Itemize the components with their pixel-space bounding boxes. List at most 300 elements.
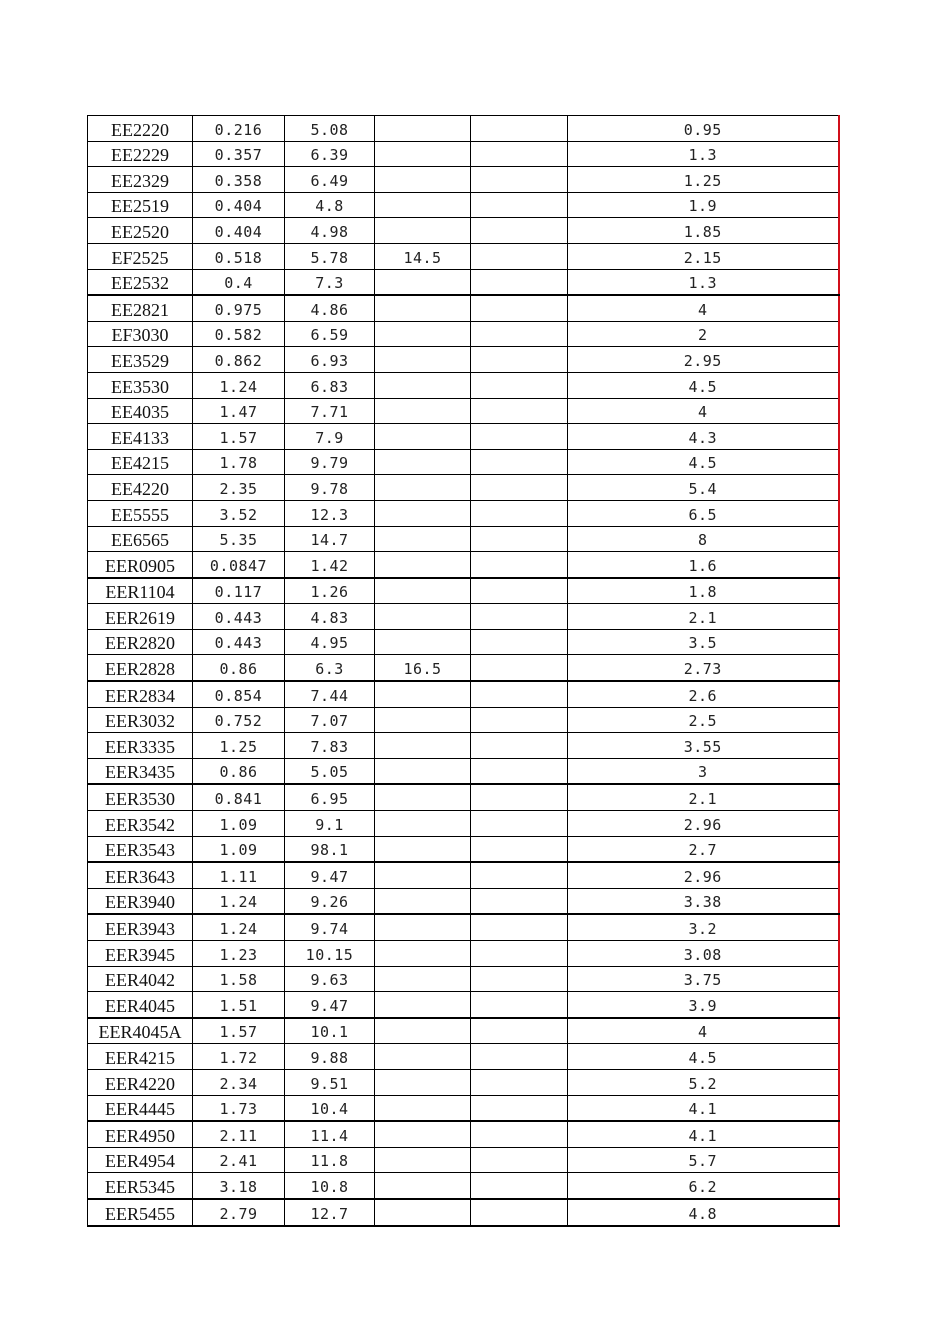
value-cell-1: 1.24 xyxy=(193,914,285,940)
value-cell-1: 1.25 xyxy=(193,733,285,759)
value-cell-2: 11.4 xyxy=(285,1121,375,1147)
value-cell-1: 0.443 xyxy=(193,629,285,655)
value-cell-5: 4 xyxy=(568,398,839,424)
value-cell-5: 3 xyxy=(568,758,839,784)
value-cell-4 xyxy=(471,475,568,501)
value-cell-1: 1.72 xyxy=(193,1044,285,1070)
value-cell-3 xyxy=(375,295,471,321)
model-cell: EER3943 xyxy=(88,914,193,940)
value-cell-1: 0.4 xyxy=(193,269,285,295)
table-row xyxy=(88,475,839,501)
value-cell-2: 7.83 xyxy=(285,733,375,759)
model-cell: EER2619 xyxy=(88,604,193,630)
value-cell-4 xyxy=(471,1121,568,1147)
table-row xyxy=(88,269,839,295)
value-cell-1: 1.23 xyxy=(193,941,285,967)
value-cell-2: 9.79 xyxy=(285,449,375,475)
model-cell: EE3530 xyxy=(88,372,193,398)
value-cell-2: 6.39 xyxy=(285,141,375,167)
value-cell-1: 1.47 xyxy=(193,398,285,424)
value-cell-3 xyxy=(375,269,471,295)
table-row xyxy=(88,578,839,604)
value-cell-5: 4.8 xyxy=(568,1199,839,1226)
value-cell-2: 6.83 xyxy=(285,372,375,398)
model-cell: EER4445 xyxy=(88,1095,193,1121)
value-cell-5: 5.2 xyxy=(568,1069,839,1095)
table-row xyxy=(88,321,839,347)
value-cell-3 xyxy=(375,1069,471,1095)
value-cell-3 xyxy=(375,578,471,604)
table-row xyxy=(88,604,839,630)
value-cell-5: 0.95 xyxy=(568,116,839,142)
table-row xyxy=(88,707,839,733)
table-row xyxy=(88,966,839,992)
model-cell: EE2329 xyxy=(88,167,193,193)
value-cell-4 xyxy=(471,784,568,810)
table-row xyxy=(88,552,839,578)
table-row xyxy=(88,836,839,862)
value-cell-2: 9.74 xyxy=(285,914,375,940)
value-cell-3 xyxy=(375,1095,471,1121)
value-cell-5: 2 xyxy=(568,321,839,347)
value-cell-4 xyxy=(471,141,568,167)
table-row xyxy=(88,192,839,218)
model-cell: EER4045 xyxy=(88,992,193,1018)
value-cell-1: 0.841 xyxy=(193,784,285,810)
model-cell: EF3030 xyxy=(88,321,193,347)
value-cell-5: 4.5 xyxy=(568,372,839,398)
value-cell-3 xyxy=(375,1044,471,1070)
value-cell-5: 1.8 xyxy=(568,578,839,604)
value-cell-3 xyxy=(375,1199,471,1226)
value-cell-4 xyxy=(471,811,568,837)
value-cell-1: 5.35 xyxy=(193,526,285,552)
table-row xyxy=(88,500,839,526)
table-row xyxy=(88,655,839,681)
value-cell-5: 1.3 xyxy=(568,141,839,167)
value-cell-2: 4.83 xyxy=(285,604,375,630)
value-cell-5: 4.1 xyxy=(568,1095,839,1121)
table-row xyxy=(88,733,839,759)
value-cell-2: 7.07 xyxy=(285,707,375,733)
value-cell-3 xyxy=(375,888,471,914)
model-cell: EER5455 xyxy=(88,1199,193,1226)
model-cell: EER3032 xyxy=(88,707,193,733)
value-cell-1: 1.24 xyxy=(193,888,285,914)
value-cell-3 xyxy=(375,372,471,398)
value-cell-3 xyxy=(375,604,471,630)
value-cell-1: 3.18 xyxy=(193,1173,285,1199)
model-cell: EER0905 xyxy=(88,552,193,578)
model-cell: EER3543 xyxy=(88,836,193,862)
table-row xyxy=(88,1147,839,1173)
table-row xyxy=(88,914,839,940)
value-cell-2: 7.3 xyxy=(285,269,375,295)
value-cell-5: 3.08 xyxy=(568,941,839,967)
value-cell-2: 11.8 xyxy=(285,1147,375,1173)
model-cell: EE2519 xyxy=(88,192,193,218)
value-cell-3 xyxy=(375,629,471,655)
value-cell-3 xyxy=(375,347,471,373)
value-cell-3 xyxy=(375,758,471,784)
value-cell-3 xyxy=(375,1121,471,1147)
value-cell-3 xyxy=(375,914,471,940)
table-row xyxy=(88,784,839,810)
table-row xyxy=(88,1173,839,1199)
value-cell-2: 9.47 xyxy=(285,992,375,1018)
model-cell: EE4133 xyxy=(88,424,193,450)
table-row xyxy=(88,372,839,398)
table-row xyxy=(88,862,839,888)
value-cell-5: 1.85 xyxy=(568,218,839,244)
model-cell: EER4954 xyxy=(88,1147,193,1173)
model-cell: EER3945 xyxy=(88,941,193,967)
table-row xyxy=(88,1069,839,1095)
value-cell-4 xyxy=(471,733,568,759)
value-cell-1: 0.117 xyxy=(193,578,285,604)
model-cell: EE2229 xyxy=(88,141,193,167)
model-cell: EE5555 xyxy=(88,500,193,526)
value-cell-2: 6.49 xyxy=(285,167,375,193)
value-cell-2: 98.1 xyxy=(285,836,375,862)
value-cell-3 xyxy=(375,398,471,424)
value-cell-3 xyxy=(375,218,471,244)
value-cell-2: 10.1 xyxy=(285,1018,375,1044)
value-cell-2: 9.78 xyxy=(285,475,375,501)
value-cell-3 xyxy=(375,424,471,450)
value-cell-2: 1.42 xyxy=(285,552,375,578)
value-cell-3 xyxy=(375,141,471,167)
table-row xyxy=(88,811,839,837)
value-cell-2: 12.3 xyxy=(285,500,375,526)
model-cell: EER2828 xyxy=(88,655,193,681)
value-cell-5: 6.2 xyxy=(568,1173,839,1199)
value-cell-4 xyxy=(471,681,568,707)
table-row xyxy=(88,992,839,1018)
value-cell-5: 3.55 xyxy=(568,733,839,759)
value-cell-4 xyxy=(471,836,568,862)
value-cell-3 xyxy=(375,1147,471,1173)
value-cell-2: 4.86 xyxy=(285,295,375,321)
value-cell-1: 2.34 xyxy=(193,1069,285,1095)
value-cell-2: 4.98 xyxy=(285,218,375,244)
value-cell-3 xyxy=(375,449,471,475)
value-cell-5: 2.1 xyxy=(568,604,839,630)
value-cell-1: 3.52 xyxy=(193,500,285,526)
value-cell-1: 2.35 xyxy=(193,475,285,501)
value-cell-1: 2.41 xyxy=(193,1147,285,1173)
value-cell-3 xyxy=(375,836,471,862)
value-cell-3 xyxy=(375,552,471,578)
table-row xyxy=(88,449,839,475)
value-cell-4 xyxy=(471,862,568,888)
value-cell-4 xyxy=(471,629,568,655)
value-cell-1: 1.58 xyxy=(193,966,285,992)
table-row xyxy=(88,141,839,167)
table-row xyxy=(88,758,839,784)
spreadsheet-table xyxy=(87,115,840,1227)
value-cell-5: 4.5 xyxy=(568,1044,839,1070)
value-cell-3 xyxy=(375,941,471,967)
value-cell-3 xyxy=(375,475,471,501)
value-cell-1: 0.216 xyxy=(193,116,285,142)
value-cell-4 xyxy=(471,1095,568,1121)
value-cell-4 xyxy=(471,372,568,398)
table-row xyxy=(88,629,839,655)
model-cell: EF2525 xyxy=(88,243,193,269)
value-cell-4 xyxy=(471,449,568,475)
value-cell-5: 2.1 xyxy=(568,784,839,810)
value-cell-5: 4 xyxy=(568,1018,839,1044)
value-cell-4 xyxy=(471,992,568,1018)
value-cell-3 xyxy=(375,526,471,552)
model-cell: EER4045A xyxy=(88,1018,193,1044)
value-cell-4 xyxy=(471,398,568,424)
value-cell-4 xyxy=(471,604,568,630)
model-cell: EER3643 xyxy=(88,862,193,888)
value-cell-1: 1.11 xyxy=(193,862,285,888)
value-cell-5: 6.5 xyxy=(568,500,839,526)
value-cell-3 xyxy=(375,116,471,142)
value-cell-5: 1.6 xyxy=(568,552,839,578)
value-cell-3 xyxy=(375,192,471,218)
value-cell-5: 3.9 xyxy=(568,992,839,1018)
value-cell-1: 0.518 xyxy=(193,243,285,269)
value-cell-5: 8 xyxy=(568,526,839,552)
value-cell-5: 2.7 xyxy=(568,836,839,862)
value-cell-3 xyxy=(375,321,471,347)
value-cell-1: 0.975 xyxy=(193,295,285,321)
value-cell-3 xyxy=(375,733,471,759)
value-cell-4 xyxy=(471,269,568,295)
table-row xyxy=(88,424,839,450)
model-cell: EER3530 xyxy=(88,784,193,810)
value-cell-3 xyxy=(375,681,471,707)
model-cell: EE2520 xyxy=(88,218,193,244)
value-cell-2: 9.88 xyxy=(285,1044,375,1070)
value-cell-5: 2.96 xyxy=(568,811,839,837)
value-cell-5: 2.6 xyxy=(568,681,839,707)
value-cell-3 xyxy=(375,992,471,1018)
value-cell-4 xyxy=(471,116,568,142)
value-cell-1: 0.358 xyxy=(193,167,285,193)
value-cell-2: 10.4 xyxy=(285,1095,375,1121)
value-cell-2: 7.71 xyxy=(285,398,375,424)
value-cell-5: 5.4 xyxy=(568,475,839,501)
value-cell-1: 0.854 xyxy=(193,681,285,707)
value-cell-2: 12.7 xyxy=(285,1199,375,1226)
table-body xyxy=(88,116,839,1226)
value-cell-1: 0.357 xyxy=(193,141,285,167)
value-cell-1: 1.78 xyxy=(193,449,285,475)
value-cell-1: 0.752 xyxy=(193,707,285,733)
value-cell-3 xyxy=(375,1018,471,1044)
table-row xyxy=(88,1044,839,1070)
value-cell-3: 14.5 xyxy=(375,243,471,269)
value-cell-1: 1.73 xyxy=(193,1095,285,1121)
value-cell-4 xyxy=(471,1199,568,1226)
value-cell-4 xyxy=(471,1069,568,1095)
table-row xyxy=(88,398,839,424)
table-row xyxy=(88,1121,839,1147)
value-cell-3: 16.5 xyxy=(375,655,471,681)
value-cell-4 xyxy=(471,758,568,784)
value-cell-1: 1.24 xyxy=(193,372,285,398)
value-cell-5: 1.3 xyxy=(568,269,839,295)
table-row xyxy=(88,243,839,269)
model-cell: EER2820 xyxy=(88,629,193,655)
table-row xyxy=(88,295,839,321)
value-cell-2: 4.8 xyxy=(285,192,375,218)
value-cell-2: 9.51 xyxy=(285,1069,375,1095)
value-cell-3 xyxy=(375,500,471,526)
table-row xyxy=(88,526,839,552)
table-row xyxy=(88,941,839,967)
value-cell-2: 9.26 xyxy=(285,888,375,914)
value-cell-4 xyxy=(471,218,568,244)
value-cell-2: 9.47 xyxy=(285,862,375,888)
model-cell: EER4220 xyxy=(88,1069,193,1095)
model-cell: EER4950 xyxy=(88,1121,193,1147)
value-cell-4 xyxy=(471,941,568,967)
value-cell-1: 1.57 xyxy=(193,1018,285,1044)
model-cell: EER2834 xyxy=(88,681,193,707)
table-row xyxy=(88,116,839,142)
value-cell-2: 7.44 xyxy=(285,681,375,707)
value-cell-4 xyxy=(471,552,568,578)
value-cell-4 xyxy=(471,424,568,450)
value-cell-5: 4 xyxy=(568,295,839,321)
table-row xyxy=(88,1018,839,1044)
table-row xyxy=(88,347,839,373)
value-cell-1: 0.404 xyxy=(193,192,285,218)
value-cell-2: 9.1 xyxy=(285,811,375,837)
value-cell-2: 6.93 xyxy=(285,347,375,373)
value-cell-3 xyxy=(375,784,471,810)
value-cell-5: 4.3 xyxy=(568,424,839,450)
value-cell-4 xyxy=(471,1173,568,1199)
value-cell-2: 5.08 xyxy=(285,116,375,142)
value-cell-1: 0.404 xyxy=(193,218,285,244)
value-cell-1: 0.582 xyxy=(193,321,285,347)
value-cell-4 xyxy=(471,888,568,914)
value-cell-2: 6.95 xyxy=(285,784,375,810)
value-cell-5: 2.96 xyxy=(568,862,839,888)
value-cell-1: 0.86 xyxy=(193,655,285,681)
value-cell-1: 0.443 xyxy=(193,604,285,630)
value-cell-5: 1.25 xyxy=(568,167,839,193)
table-row xyxy=(88,218,839,244)
table-row xyxy=(88,681,839,707)
value-cell-3 xyxy=(375,811,471,837)
value-cell-4 xyxy=(471,192,568,218)
value-cell-4 xyxy=(471,321,568,347)
model-cell: EE4215 xyxy=(88,449,193,475)
value-cell-4 xyxy=(471,526,568,552)
table-row xyxy=(88,888,839,914)
value-cell-5: 2.5 xyxy=(568,707,839,733)
value-cell-2: 10.8 xyxy=(285,1173,375,1199)
value-cell-5: 3.5 xyxy=(568,629,839,655)
model-cell: EER3940 xyxy=(88,888,193,914)
model-cell: EER5345 xyxy=(88,1173,193,1199)
model-cell: EER1104 xyxy=(88,578,193,604)
value-cell-4 xyxy=(471,578,568,604)
value-cell-1: 0.862 xyxy=(193,347,285,373)
model-cell: EER4215 xyxy=(88,1044,193,1070)
value-cell-1: 2.79 xyxy=(193,1199,285,1226)
model-cell: EER4042 xyxy=(88,966,193,992)
value-cell-5: 1.9 xyxy=(568,192,839,218)
value-cell-1: 1.09 xyxy=(193,836,285,862)
model-cell: EER3335 xyxy=(88,733,193,759)
model-cell: EER3435 xyxy=(88,758,193,784)
value-cell-5: 3.38 xyxy=(568,888,839,914)
value-cell-5: 2.73 xyxy=(568,655,839,681)
value-cell-2: 6.59 xyxy=(285,321,375,347)
value-cell-3 xyxy=(375,966,471,992)
value-cell-4 xyxy=(471,655,568,681)
value-cell-4 xyxy=(471,295,568,321)
value-cell-4 xyxy=(471,966,568,992)
table-row xyxy=(88,1199,839,1226)
value-cell-3 xyxy=(375,862,471,888)
value-cell-2: 4.95 xyxy=(285,629,375,655)
value-cell-3 xyxy=(375,707,471,733)
value-cell-4 xyxy=(471,1044,568,1070)
value-cell-2: 9.63 xyxy=(285,966,375,992)
value-cell-4 xyxy=(471,167,568,193)
value-cell-4 xyxy=(471,243,568,269)
table-row xyxy=(88,167,839,193)
value-cell-2: 7.9 xyxy=(285,424,375,450)
value-cell-5: 2.95 xyxy=(568,347,839,373)
value-cell-4 xyxy=(471,500,568,526)
model-cell: EE2220 xyxy=(88,116,193,142)
value-cell-1: 1.09 xyxy=(193,811,285,837)
value-cell-2: 6.3 xyxy=(285,655,375,681)
value-cell-5: 2.15 xyxy=(568,243,839,269)
model-cell: EER3542 xyxy=(88,811,193,837)
value-cell-2: 5.78 xyxy=(285,243,375,269)
value-cell-1: 0.86 xyxy=(193,758,285,784)
value-cell-1: 1.57 xyxy=(193,424,285,450)
value-cell-5: 4.1 xyxy=(568,1121,839,1147)
value-cell-1: 1.51 xyxy=(193,992,285,1018)
model-cell: EE2532 xyxy=(88,269,193,295)
value-cell-3 xyxy=(375,167,471,193)
value-cell-4 xyxy=(471,1147,568,1173)
value-cell-5: 3.2 xyxy=(568,914,839,940)
table-row xyxy=(88,1095,839,1121)
model-cell: EE2821 xyxy=(88,295,193,321)
value-cell-3 xyxy=(375,1173,471,1199)
value-cell-2: 14.7 xyxy=(285,526,375,552)
value-cell-4 xyxy=(471,707,568,733)
model-cell: EE4220 xyxy=(88,475,193,501)
value-cell-5: 5.7 xyxy=(568,1147,839,1173)
value-cell-2: 1.26 xyxy=(285,578,375,604)
value-cell-1: 0.0847 xyxy=(193,552,285,578)
value-cell-1: 2.11 xyxy=(193,1121,285,1147)
value-cell-4 xyxy=(471,914,568,940)
value-cell-5: 3.75 xyxy=(568,966,839,992)
value-cell-2: 5.05 xyxy=(285,758,375,784)
value-cell-4 xyxy=(471,347,568,373)
model-cell: EE4035 xyxy=(88,398,193,424)
value-cell-5: 4.5 xyxy=(568,449,839,475)
model-cell: EE6565 xyxy=(88,526,193,552)
